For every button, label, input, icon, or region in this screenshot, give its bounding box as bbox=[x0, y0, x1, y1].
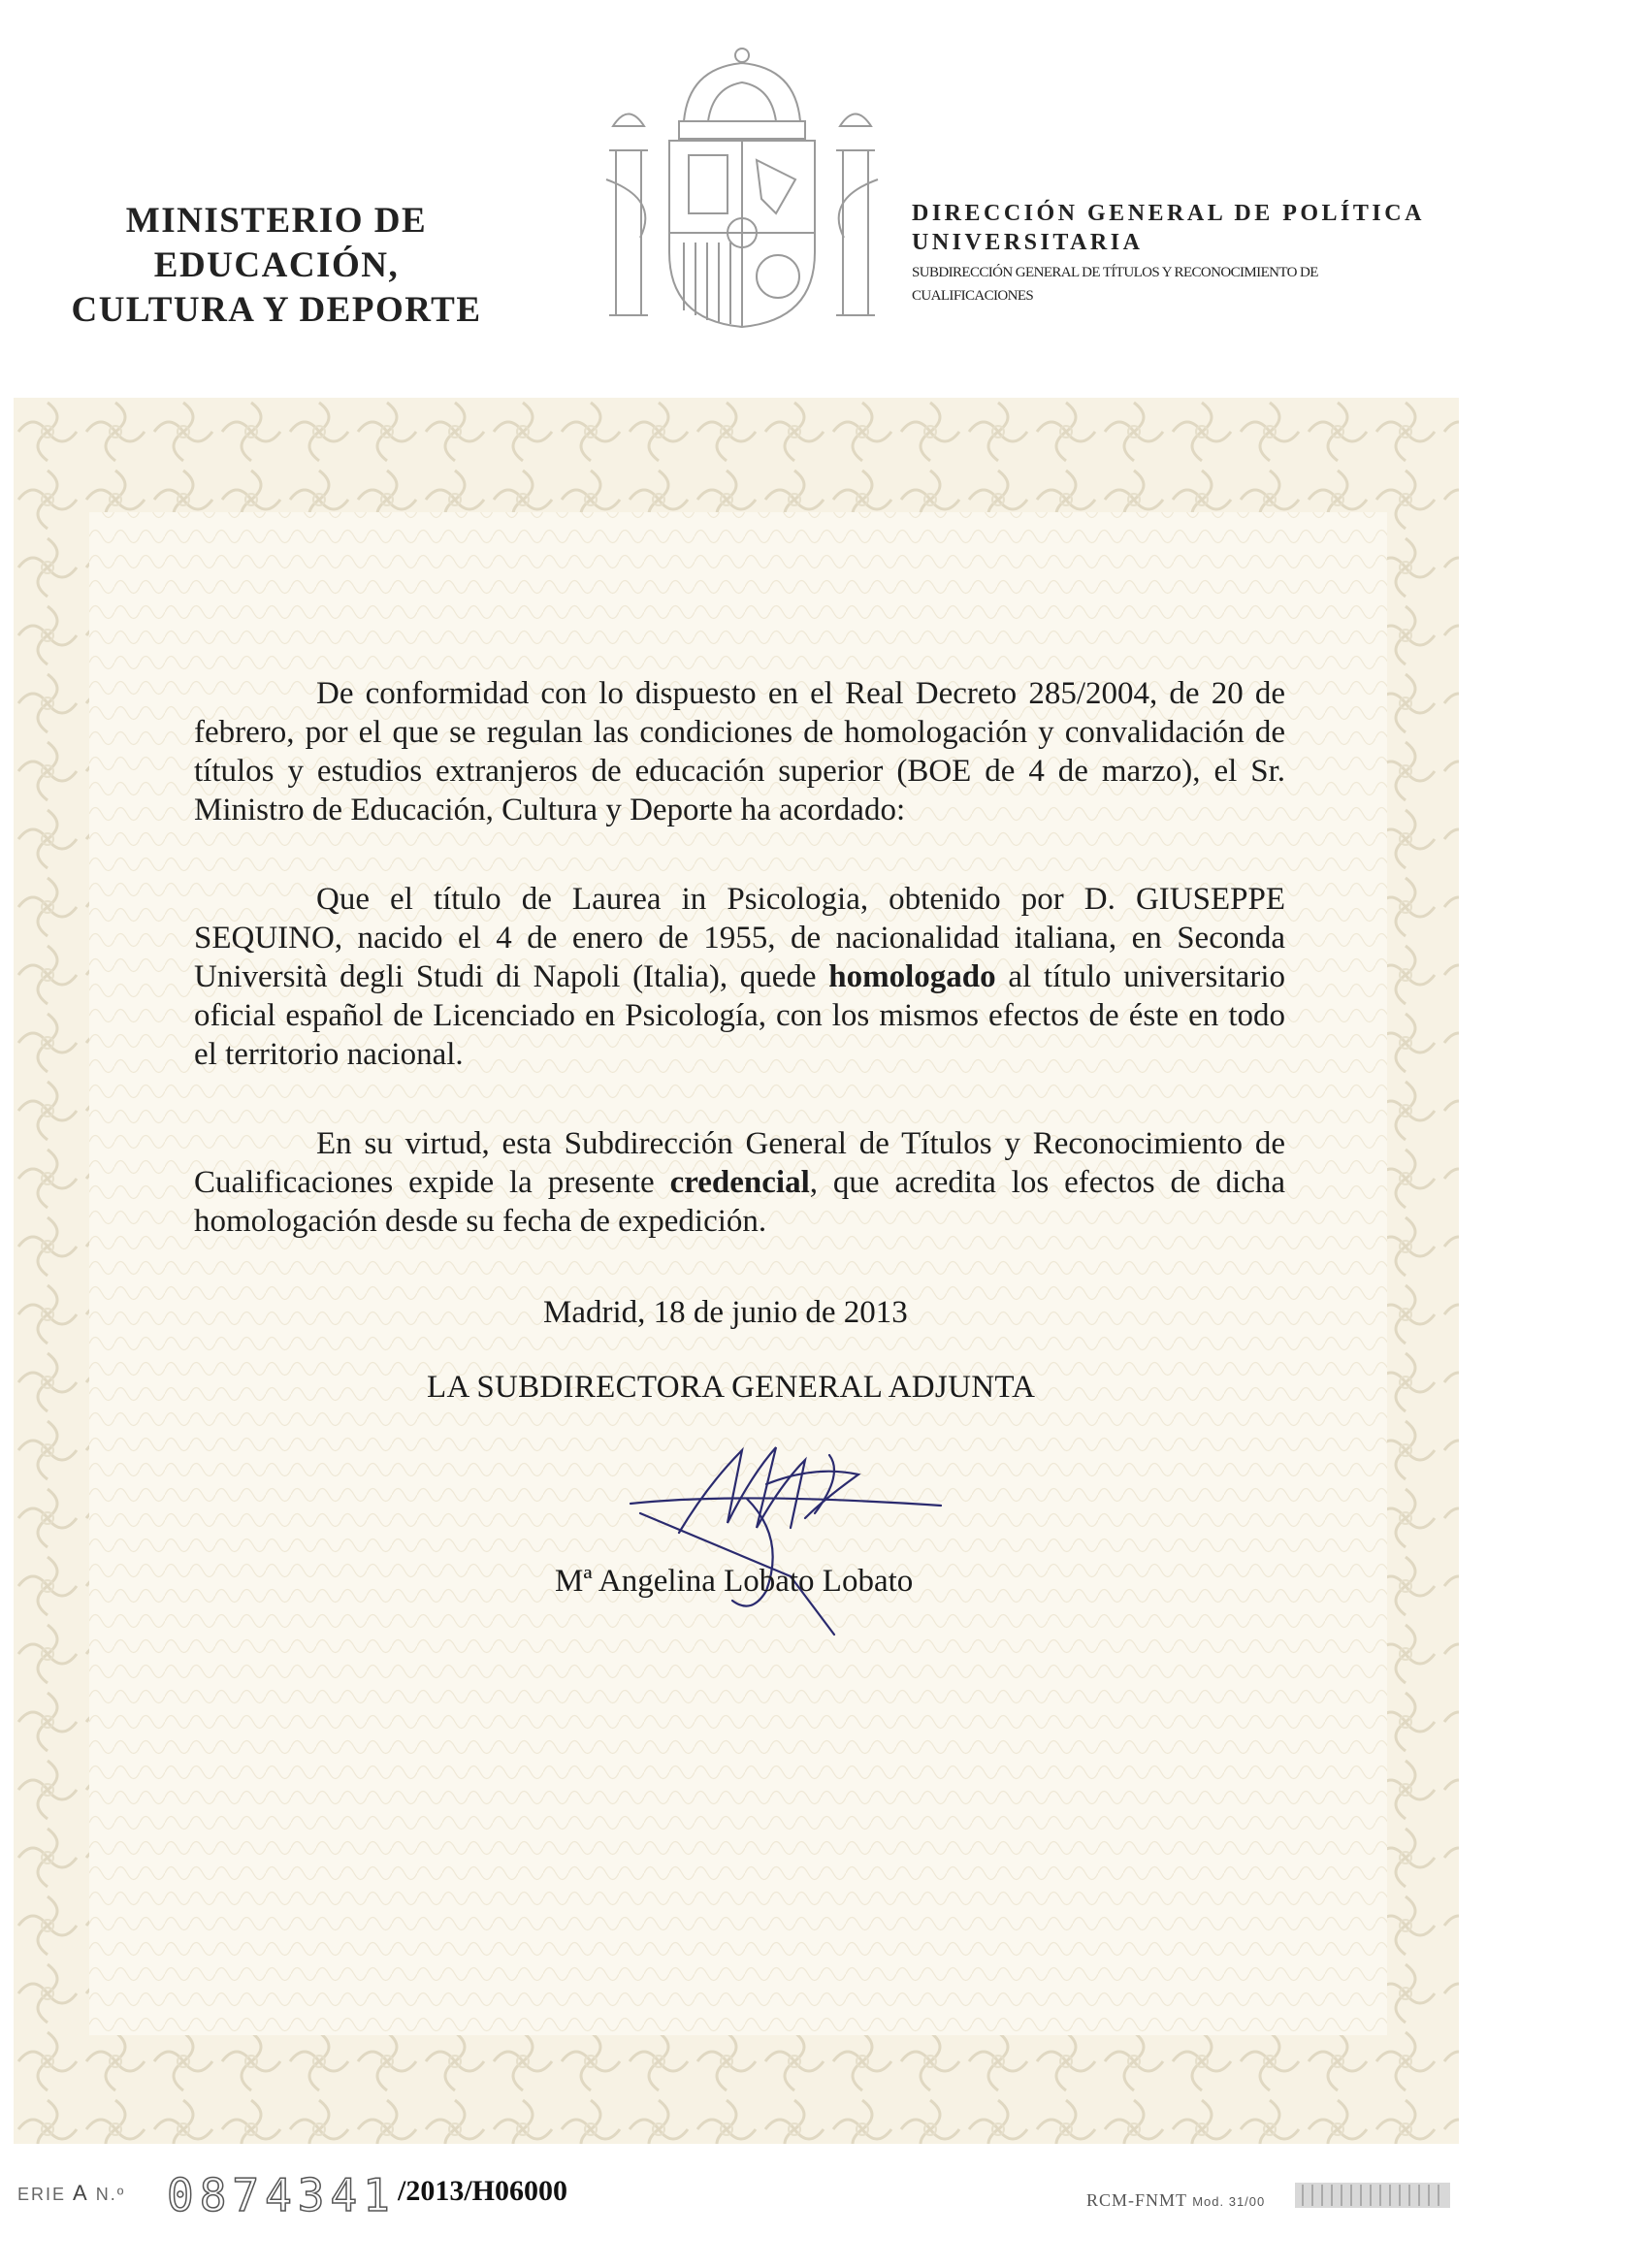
signer-title: LA SUBDIRECTORA GENERAL ADJUNTA bbox=[427, 1370, 1036, 1405]
directorate-line2: UNIVERSITARIA bbox=[912, 230, 1144, 255]
directorate-line1: DIRECCIÓN GENERAL DE POLÍTICA bbox=[912, 201, 1425, 226]
series-text: ERIE bbox=[17, 2185, 67, 2204]
homologation-text-a: Que el título de Laurea in Psicologia, obtenido por D. GIUSEPPE SEQUINO, nacido el 4 de enero de 1955, de nacionalidad italiana, en Seconda Università degli Studi di Napoli (Italia), quede bbox=[194, 882, 1285, 994]
ministry-name-line1: MINISTERIO DE EDUCACIÓN, bbox=[125, 201, 428, 285]
ministry-header bbox=[0, 199, 553, 333]
series-label bbox=[17, 2181, 125, 2206]
homologado-bold: homologado bbox=[828, 959, 996, 994]
coat-of-arms-icon bbox=[601, 44, 883, 335]
printer-code bbox=[1086, 2190, 1265, 2211]
body-text bbox=[194, 674, 1285, 1291]
printer-model: Mod. 31/00 bbox=[1192, 2194, 1266, 2209]
issue-date: Madrid, 18 de junio de 2013 bbox=[543, 1295, 908, 1330]
number-label: N.º bbox=[95, 2185, 126, 2204]
paragraph-decree: De conformidad con lo dispuesto en el Real Decreto 285/2004, de 20 de febrero, por el que se regulan las condiciones de homologación y convalidación de títulos y estudios extranjeros de educación superior (BOE de 4 de marzo), el Sr. Ministro de Educación, Cultura y Deporte ha acordado: bbox=[194, 676, 1285, 827]
microprint-strip bbox=[1295, 2181, 1450, 2210]
credential-text-a: En su virtud, esta Subdirección General de Títulos y Reconocimiento de Cualificaciones expide la presente bbox=[194, 1126, 1285, 1200]
signer-name: Mª Angelina Lobato Lobato bbox=[555, 1564, 914, 1599]
printer-name: RCM-FNMT bbox=[1086, 2190, 1187, 2210]
handwritten-signature bbox=[621, 1445, 951, 1659]
directorate-header bbox=[912, 199, 1436, 308]
reference-code: /2013/H06000 bbox=[398, 2175, 568, 2207]
series-letter: A bbox=[73, 2181, 89, 2205]
credencial-bold: credencial bbox=[669, 1165, 810, 1200]
homologation-text-b: al título universitario oficial español de Licenciado en Psicología, con los mismos efectos de éste en todo el territorio nacional. bbox=[194, 959, 1285, 1072]
subdirectorate: SUBDIRECCIÓN GENERAL DE TÍTULOS Y RECONOCIMIENTO DE CUALIFICACIONES bbox=[912, 265, 1318, 304]
paragraph-credential bbox=[194, 1124, 1285, 1241]
ministry-name-line2: CULTURA Y DEPORTE bbox=[71, 290, 482, 330]
paragraph-homologation bbox=[194, 880, 1285, 1074]
serial-number: 0874341 bbox=[167, 2169, 396, 2221]
credential-text-b: , que acredita los efectos de dicha homologación desde su fecha de expedición. bbox=[194, 1165, 1285, 1239]
